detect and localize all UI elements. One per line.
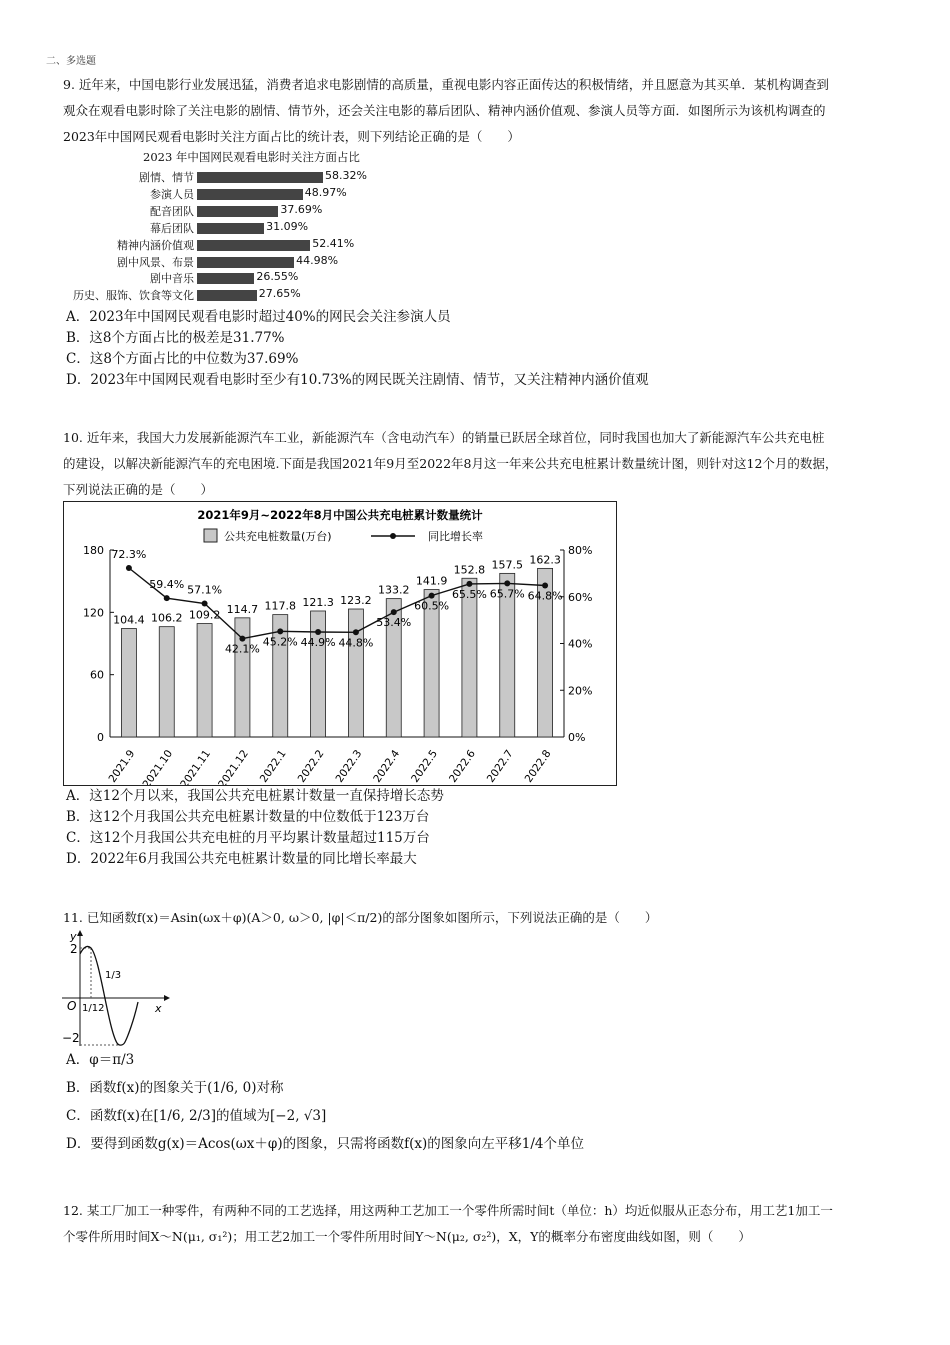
- q10-option-c[interactable]: C．这12个月我国公共充电桩的月平均累计数量超过115万台: [66, 830, 430, 846]
- x-tick-label: 2022.2: [295, 747, 327, 785]
- q9-option-c[interactable]: C．这8个方面占比的中位数为37.69%: [66, 351, 299, 367]
- bar-value-label: 104.4: [113, 613, 145, 627]
- bar-value-label: 121.3: [302, 595, 334, 609]
- attention-bar-chart: [0, 0, 400, 310]
- bar: [197, 189, 303, 200]
- q10-option-b[interactable]: B．这12个月我国公共充电桩累计数量的中位数低于123万台: [66, 809, 430, 825]
- growth-rate-point: [164, 595, 170, 601]
- x-tick-label: 2021.10: [140, 747, 176, 785]
- growth-rate-label: 42.1%: [224, 642, 260, 656]
- x-tick-label: 2022.6: [446, 747, 478, 785]
- legend-line-label: 同比增长率: [428, 530, 483, 543]
- q9-option-d[interactable]: D．2023年中国网民观看电影时至少有10.73%的网民既关注剧情、情节，又关注精神内涵价值观: [66, 372, 649, 388]
- growth-rate-point: [542, 583, 548, 589]
- q11-option-d[interactable]: D．要得到函数g(x)＝Acos(ωx＋φ)的图象，只需将函数f(x)的图象向左平移1/4个单位: [66, 1136, 584, 1152]
- growth-rate-label: 45.2%: [262, 635, 298, 649]
- y-min-label: −2: [62, 1031, 80, 1045]
- x-tick-label: 2022.1: [257, 747, 289, 785]
- growth-rate-label: 59.4%: [149, 578, 185, 592]
- x1-label: 1/12: [82, 1003, 105, 1014]
- bar-value-label: 48.97%: [304, 185, 347, 199]
- bar: [197, 273, 254, 284]
- x-tick-label: 2022.3: [333, 747, 365, 785]
- growth-rate-label: 44.8%: [338, 636, 374, 650]
- bar-value-label: 114.7: [226, 602, 259, 616]
- right-tick-label: 0%: [568, 731, 586, 744]
- x-tick-label: 2022.5: [409, 747, 441, 785]
- bar-category-label: 历史、服饰、饮食等文化: [73, 289, 194, 303]
- right-tick-label: 80%: [568, 544, 593, 557]
- bar: [197, 172, 323, 183]
- left-tick-label: 0: [97, 731, 104, 744]
- q10-stem-line-2: 的建设，以解决新能源汽车的充电困境.下面是我国2021年9月至2022年8月这一年来公共充电桩累计数量统计图，则针对这12个月的数据，: [63, 456, 838, 471]
- bar-value-label: 157.5: [491, 558, 523, 572]
- bar-value-label: 109.2: [188, 608, 221, 622]
- q11-stem: 11. 已知函数f(x)＝Asin(ωx＋φ)(A＞0, ω＞0, |φ|＜π/2)的部分图象如图所示，下列说法正确的是（ ）: [63, 910, 658, 925]
- legend-line-dot: [390, 533, 396, 539]
- bar-category-label: 参演人员: [150, 187, 194, 201]
- right-tick-label: 40%: [568, 637, 593, 651]
- q10-stem-line-3: 下列说法正确的是（ ）: [63, 482, 214, 497]
- q9-stem-line-3: 2023年中国网民观看电影时关注方面占比的统计表，则下列结论正确的是（ ）: [63, 129, 520, 144]
- growth-rate-point: [391, 609, 397, 615]
- x-tick-label: 2022.8: [522, 747, 554, 785]
- bar: [462, 578, 477, 737]
- bar-value-label: 27.65%: [258, 287, 301, 301]
- q11-option-a[interactable]: A．φ＝π/3: [66, 1052, 135, 1068]
- left-tick-label: 180: [83, 544, 104, 557]
- sine-curve: [80, 946, 138, 1045]
- growth-rate-label: 60.5%: [414, 599, 450, 613]
- growth-rate-point: [315, 629, 321, 635]
- growth-rate-label: 65.5%: [451, 587, 487, 601]
- bar-category-label: 剧中音乐: [150, 272, 194, 286]
- q12-stem-line-1: 12. 某工厂加工一种零件，有两种不同的工艺选择，用这两种工艺加工一个零件所需时间t（单位：h）均近似服从正态分布，用工艺1加工一: [63, 1203, 833, 1218]
- bar: [197, 206, 278, 217]
- growth-rate-label: 53.4%: [376, 616, 412, 630]
- legend-bar-swatch: [204, 529, 217, 542]
- bar: [197, 257, 294, 268]
- bar: [197, 223, 264, 234]
- attention-chart-title: 2023 年中国网民观看电影时关注方面占比: [143, 150, 360, 164]
- q11-option-c[interactable]: C．函数f(x)在[1/6, 2/3]的值域为[−2, √3]: [66, 1108, 327, 1124]
- y-axis-label: y: [70, 930, 77, 943]
- bar-category-label: 幕后团队: [150, 221, 194, 235]
- growth-rate-point: [429, 593, 435, 599]
- legend-bar-label: 公共充电桩数量(万台): [224, 530, 332, 543]
- q9-option-b[interactable]: B．这8个方面占比的极差是31.77%: [66, 330, 285, 346]
- growth-rate-label: 72.3%: [111, 547, 147, 561]
- x-tick-label: 2021.12: [216, 747, 251, 785]
- bar: [197, 624, 212, 737]
- bar-value-label: 141.9: [415, 574, 448, 588]
- bar-value-label: 52.41%: [312, 236, 355, 250]
- growth-rate-label: 64.8%: [527, 589, 563, 603]
- bar: [348, 609, 363, 737]
- left-tick-label: 120: [83, 606, 104, 620]
- bar-value-label: 37.69%: [280, 202, 323, 216]
- growth-rate-label: 44.9%: [300, 636, 336, 650]
- q12-stem-line-2: 个零件所用时间X～N(μ₁, σ₁²)；用工艺2加工一个零件所用时间Y～N(μ₂, σ₂²)，X，Y的概率分布密度曲线如图，则（ ）: [63, 1229, 751, 1244]
- bar-category-label: 剧中风景、布景: [117, 255, 194, 269]
- charging-chart-title: 2021年9月~2022年8月中国公共充电桩累计数量统计: [197, 508, 483, 522]
- growth-rate-label: 65.7%: [489, 587, 525, 601]
- x-tick-label: 2022.4: [371, 747, 403, 785]
- bar-category-label: 配音团队: [150, 204, 194, 218]
- bar-category-label: 剧情、情节: [139, 171, 194, 184]
- bar: [159, 627, 174, 737]
- bar-value-label: 117.8: [264, 599, 296, 613]
- bar-value-label: 152.8: [453, 563, 486, 577]
- bar-value-label: 58.32%: [325, 169, 367, 182]
- q10-stem-line-1: 10. 近年来，我国大力发展新能源汽车工业，新能源汽车（含电动汽车）的销量已跃居全球首位，同时我国也加大了新能源汽车公共充电桩: [63, 430, 825, 445]
- growth-rate-point: [239, 636, 245, 642]
- x-tick-label: 2021.9: [106, 747, 138, 785]
- q10-option-d[interactable]: D．2022年6月我国公共充电桩累计数量的同比增长率最大: [66, 851, 417, 867]
- bar-category-label: 精神内涵价值观: [117, 238, 194, 252]
- q9-option-a[interactable]: A．2023年中国网民观看电影时超过40%的网民会关注参演人员: [66, 309, 451, 325]
- y-axis-arrow: [77, 930, 83, 936]
- bar-value-label: 31.09%: [266, 219, 309, 233]
- x-tick-label: 2021.11: [178, 747, 214, 785]
- y-max-label: 2: [70, 942, 78, 956]
- q9-stem-line-2: 观众在观看电影时除了关注电影的剧情、情节外，还会关注电影的幕后团队、精神内涵价值观、参演人员等方面．如图所示为该机构调查的: [63, 103, 826, 118]
- q9-stem-line-1: 9. 近年来，中国电影行业发展迅猛，消费者追求电影剧情的高质量，重视电影内容正面传达的积极情绪，并且愿意为其买单．某机构调查到: [63, 77, 829, 92]
- bar-value-label: 106.2: [151, 611, 183, 625]
- right-tick-label: 60%: [568, 590, 593, 604]
- growth-rate-point: [504, 580, 510, 586]
- growth-rate-point: [202, 601, 208, 607]
- growth-rate-point: [277, 628, 283, 634]
- right-tick-label: 20%: [568, 684, 593, 698]
- growth-rate-line: [129, 568, 545, 639]
- growth-rate-label: 57.1%: [187, 583, 223, 597]
- bar: [197, 240, 310, 251]
- q11-option-b[interactable]: B．函数f(x)的图象关于(1/6, 0)对称: [66, 1080, 284, 1096]
- bar: [121, 629, 136, 737]
- bar: [197, 290, 257, 301]
- x2-label: 1/3: [105, 970, 122, 981]
- bar-value-label: 123.2: [340, 594, 372, 608]
- charging-pile-chart: [63, 501, 617, 786]
- x-tick-label: 2022.7: [484, 747, 516, 785]
- origin-label: O: [67, 999, 77, 1013]
- section-title: 二、多选题: [46, 56, 96, 67]
- bar-value-label: 26.55%: [256, 270, 299, 284]
- x-axis-label: x: [155, 1002, 162, 1015]
- bar-value-label: 44.98%: [296, 253, 339, 267]
- sine-graph: [60, 928, 180, 1052]
- x-axis-arrow: [164, 995, 170, 1001]
- charging-pile-chart-svg: [64, 502, 616, 785]
- growth-rate-point: [466, 581, 472, 587]
- q10-option-a[interactable]: A．这12个月以来，我国公共充电桩累计数量一直保持增长态势: [66, 788, 444, 804]
- growth-rate-point: [126, 565, 132, 571]
- bar-value-label: 162.3: [529, 553, 561, 567]
- growth-rate-point: [353, 629, 359, 635]
- left-tick-label: 60: [90, 668, 104, 682]
- bar-value-label: 133.2: [378, 583, 410, 597]
